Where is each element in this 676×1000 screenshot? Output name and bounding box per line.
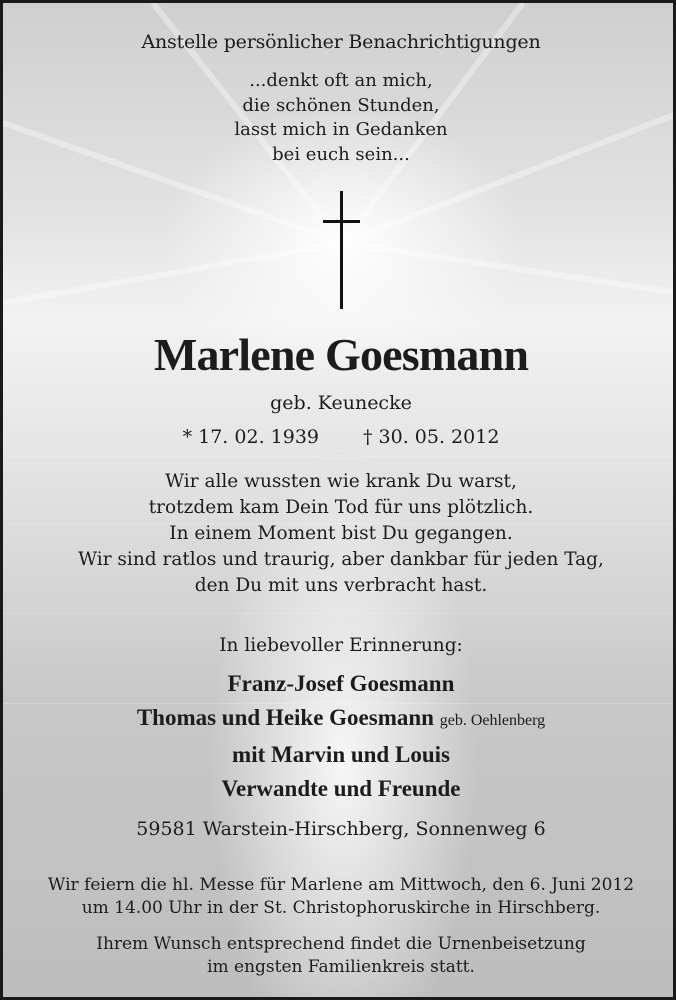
mourner-line: Franz-Josef Goesmann <box>227 671 455 696</box>
deceased-name: Marlene Goesmann <box>153 329 529 380</box>
poem-line: ...denkt oft an mich, <box>249 70 433 91</box>
life-dates <box>3 426 676 448</box>
mass-line: Wir feiern die hl. Messe für Marlene am Mittwoch, den 6. Juni 2012 <box>47 875 635 895</box>
farewell-line: Wir alle wussten wie krank Du warst, <box>165 471 517 492</box>
burial-line: Ihrem Wunsch entsprechend findet die Urnenbeisetzung <box>96 934 586 954</box>
mourners-list <box>3 667 676 806</box>
mourner-names: Thomas und Heike Goesmann <box>136 705 434 730</box>
farewell-line: In einem Moment bist Du gegangen. <box>169 523 513 544</box>
farewell-text <box>3 469 676 599</box>
farewell-line: den Du mit uns verbracht hast. <box>194 575 488 596</box>
mourner-maiden-note: geb. Oehlenberg <box>439 712 546 729</box>
poem-line: die schönen Stunden, <box>242 94 440 116</box>
mourner-line <box>3 701 676 738</box>
memory-line: In liebevoller Erinnerung: <box>219 635 463 656</box>
address: 59581 Warstein-Hirschberg, Sonnenweg 6 <box>136 818 546 840</box>
death-date: † 30. 05. 2012 <box>363 426 500 448</box>
farewell-line: trotzdem kam Dein Tod für uns plötzlich. <box>148 497 534 518</box>
intro-line: Anstelle persönlicher Benachrichtigungen <box>141 31 541 53</box>
maiden-name: geb. Keunecke <box>270 392 412 414</box>
farewell-line: Wir sind ratlos und traurig, aber dankbar für jeden Tag, <box>78 549 604 570</box>
mourner-line: Verwandte und Freunde <box>221 776 461 801</box>
poem <box>3 69 676 167</box>
poem-line: lasst mich in Gedanken <box>234 119 448 140</box>
mass-line: um 14.00 Uhr in der St. Christophoruskirche in Hirschberg. <box>81 898 601 918</box>
birth-date: * 17. 02. 1939 <box>182 426 319 448</box>
burial-info <box>3 933 676 979</box>
mourner-line: mit Marvin und Louis <box>232 742 450 767</box>
cross-icon <box>340 191 343 309</box>
cross-icon-bar <box>323 220 360 223</box>
burial-line: im engsten Familienkreis statt. <box>207 957 475 977</box>
poem-line: bei euch sein... <box>272 143 410 165</box>
mass-info <box>3 874 676 920</box>
